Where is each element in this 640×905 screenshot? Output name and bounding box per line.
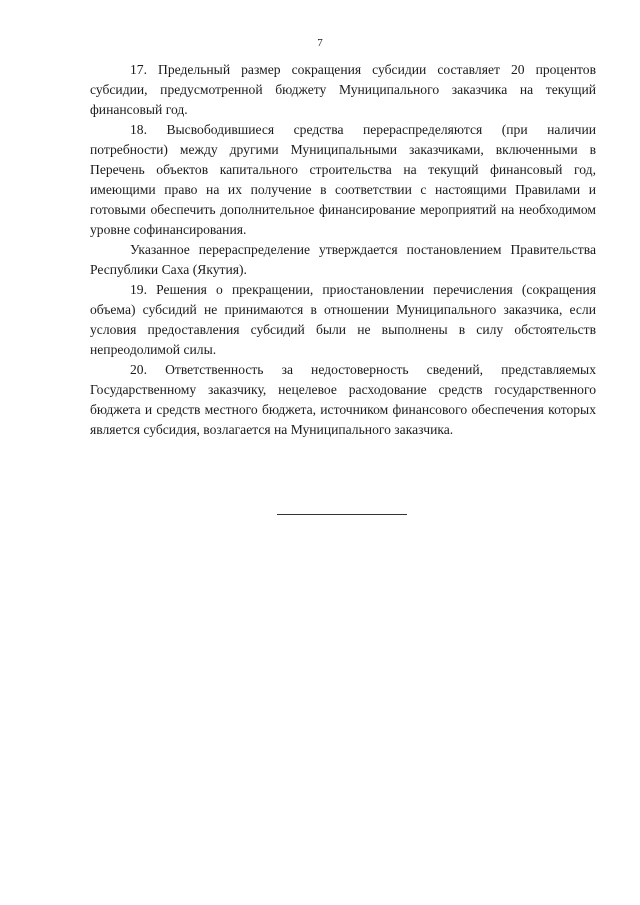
document-body (90, 60, 596, 440)
end-divider-line (277, 514, 407, 515)
paragraph-18: 18. Высвободившиеся средства перераспределяются (при наличии потребности) между другими Муниципальными заказчиками, включенными в Перечень объектов капитального строительства на текущий финансовый год, имеющими право на их получение в соответствии с настоящими Правилами и готовыми обеспечить дополнительное финансирование мероприятий на необходимом уровне софинансирования. (90, 122, 596, 237)
page-number: 7 (317, 37, 323, 49)
paragraph-20: 20. Ответственность за недостоверность сведений, представляемых Государственному заказчику, нецелевое расходование средств государственного бюджета и средств местного бюджета, источником финансового обеспечения которых является субсидия, возлагается на Муниципального заказчика. (90, 362, 596, 437)
paragraph-18-note: Указанное перераспределение утверждается постановлением Правительства Республики Саха (Якутия). (90, 242, 596, 277)
paragraph-19: 19. Решения о прекращении, приостановлении перечисления (сокращения объема) субсидий не принимаются в отношении Муниципального заказчика, если условия предоставления субсидий были не выполнены в силу обстоятельств непреодолимой силы. (90, 282, 596, 357)
paragraph-17: 17. Предельный размер сокращения субсидии составляет 20 процентов субсидии, предусмотренной бюджету Муниципального заказчика на текущий финансовый год. (90, 62, 596, 117)
